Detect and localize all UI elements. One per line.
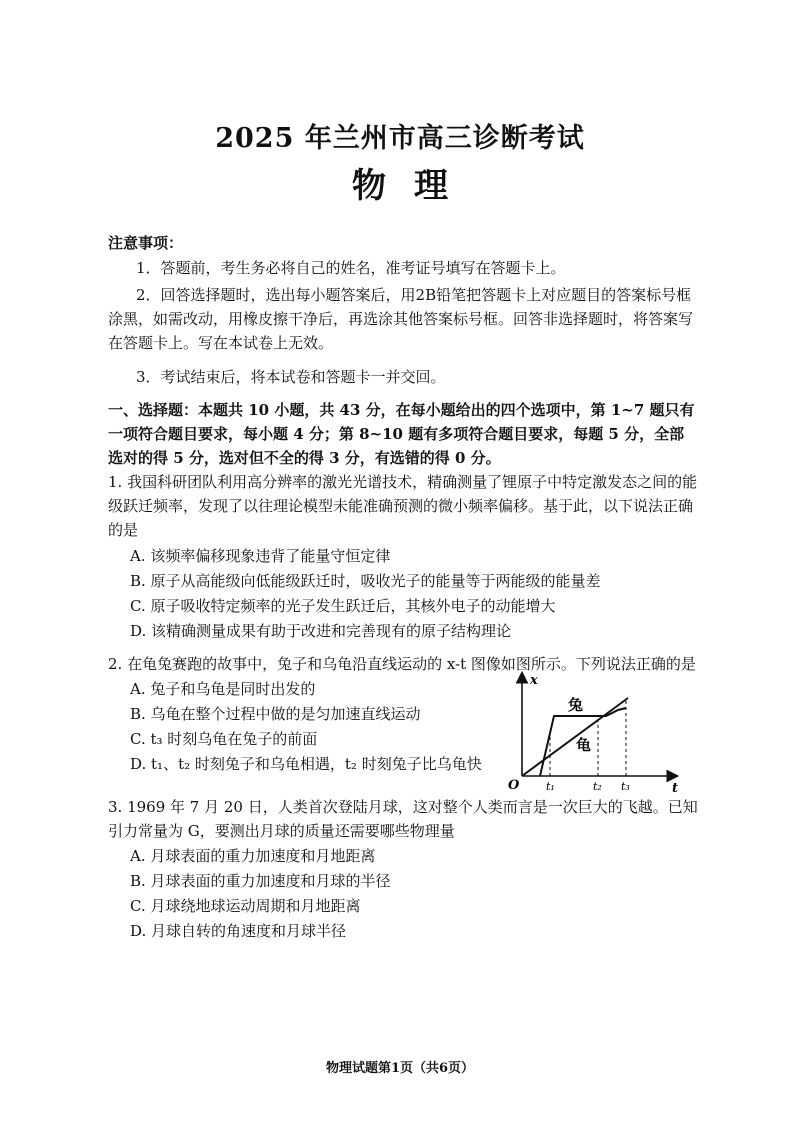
x-t-graph [506, 668, 686, 793]
question-1-option-b: B. 原子从高能级向低能级跃迁时，吸收光子的能量等于两能级的能量差 [130, 572, 601, 590]
t-axis-label: t [672, 781, 679, 793]
question-3-option-b: B. 月球表面的重力加速度和月球的半径 [130, 872, 391, 890]
tick-t3: t₃ [621, 780, 630, 793]
rabbit-label: 兔 [568, 696, 584, 714]
question-2-stem: 2. 在龟兔赛跑的故事中，兔子和乌龟沿直线运动的 x-t 图像如图所示。下列说法正确的是 [108, 655, 696, 673]
tick-t1: t₁ [546, 780, 555, 793]
question-2-option-a: A. 兔子和乌龟是同时出发的 [130, 680, 316, 698]
note-item-1: 1．答题前，考生务必将自己的姓名，准考证号填写在答题卡上。 [136, 259, 566, 277]
section-1-instructions: 一、选择题：本题共 10 小题，共 43 分，在每小题给出的四个选项中，第 1~7 题只有一项符合题目要求，每小题 4 分；第 8~10 题有多项符合题目要求，每题 5 分，全部选对的得 5 分，选对但不全的得 3 分，有选错的得 0 分。 [108, 401, 695, 467]
question-2-option-b: B. 乌龟在整个过程中做的是匀加速直线运动 [130, 705, 421, 723]
origin-label: O [508, 778, 520, 793]
tick-t2: t₂ [593, 780, 602, 793]
note-item-3: 3．考试结束后，将本试卷和答题卡一并交回。 [136, 368, 446, 386]
question-3-stem: 3. 1969 年 7 月 20 日，人类首次登陆月球，这对整个人类而言是一次巨大的飞越。已知引力常量为 G，要测出月球的质量还需要哪些物理量 [108, 798, 698, 840]
question-2-option-c: C. t₃ 时刻乌龟在兔子的前面 [130, 730, 318, 748]
question-1-option-a: A. 该频率偏移现象违背了能量守恒定律 [130, 547, 391, 565]
question-3-option-c: C. 月球绕地球运动周期和月地距离 [130, 897, 361, 915]
question-1-option-c: C. 原子吸收特定频率的光子发生跃迁后，其核外电子的动能增大 [130, 597, 556, 615]
question-1-option-d: D. 该精确测量成果有助于改进和完善现有的原子结构理论 [130, 622, 512, 640]
x-axis-label: x [530, 673, 538, 688]
subject-title [0, 158, 800, 207]
turtle-label: 龟 [576, 736, 592, 754]
question-3-option-d: D. 月球自转的角速度和月球半径 [130, 922, 347, 940]
question-3-option-a: A. 月球表面的重力加速度和月地距离 [130, 847, 376, 865]
question-2-option-d: D. t₁、t₂ 时刻兔子和乌龟相遇，t₂ 时刻兔子比乌龟快 [130, 755, 482, 773]
exam-title: 2025 年兰州市高三诊断考试 [215, 123, 585, 154]
notes-heading: 注意事项： [108, 234, 184, 252]
page-footer: 物理试题第1页（共6页） [325, 1061, 475, 1076]
subject-char-2: 理 [414, 166, 448, 206]
subject-char-1: 物 [352, 166, 386, 206]
question-1-stem: 1. 我国科研团队利用高分辨率的激光光谱技术，精确测量了锂原子中特定激发态之间的能级跃迁频率，发现了以往理论模型未能准确预测的微小频率偏移。基于此，以下说法正确的是 [108, 473, 698, 539]
note-item-2: 2．回答选择题时，选出每小题答案后，用2B铅笔把答题卡上对应题目的答案标号框涂黑，如需改动，用橡皮擦干净后，再选涂其他答案标号框。回答非选择题时，将答案写在答题卡上。写在本试卷上无效。 [108, 286, 694, 352]
